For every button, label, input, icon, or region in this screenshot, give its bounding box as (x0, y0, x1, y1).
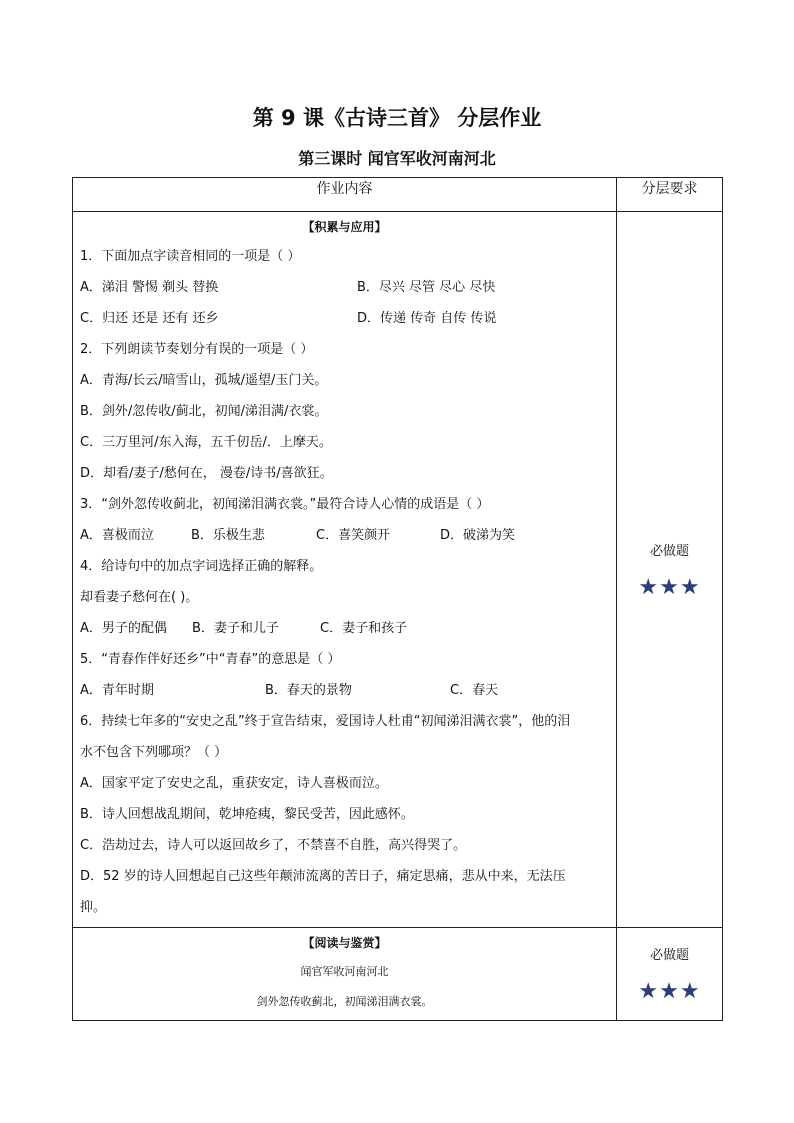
section-reading-row (73, 928, 723, 1021)
section-accumulation-requirement (617, 212, 723, 928)
poem-title: 闻官军收河南河北 (300, 965, 389, 978)
header-requirement: 分层要求 (617, 178, 723, 212)
section-accumulation-row (73, 212, 723, 928)
star-rating-icon: ★★★ (638, 979, 701, 1004)
question-6: 6．持续七年多的“安史之乱”终于宣告结束，爱国诗人杜甫“初闻涕泪满衣裳”，他的泪 (80, 714, 571, 729)
option-a: A．喜极而泣 (80, 528, 154, 543)
question-4: 4．给诗句中的加点字词选择正确的解释。 (80, 559, 323, 574)
table-header-row (73, 178, 723, 212)
option-b: B．剑外/忽传收/蓟北，初闻/涕泪满/衣裳。 (80, 404, 328, 419)
requirement-label: 必做题 (649, 948, 689, 963)
option-c: C．妻子和孩子 (320, 621, 408, 636)
option-a: A．青海/长云/暗雪山，孤城/遥望/玉门关。 (80, 373, 328, 388)
question-4-stem: 却看妻子愁何在( )。 (80, 590, 199, 605)
option-d: D．破涕为笑 (440, 528, 516, 543)
star-rating-icon: ★★★ (638, 574, 701, 600)
section-heading: 【阅读与鉴赏】 (302, 936, 387, 950)
option-b: B．尽兴 尽管 尽心 尽快 (357, 280, 496, 295)
option-c: C．浩劫过去，诗人可以返回故乡了，不禁喜不自胜，高兴得哭了。 (80, 838, 467, 853)
options-row (80, 303, 609, 334)
section-reading-content (73, 928, 617, 1021)
option-a: A．涕泪 警惕 剃头 替换 (80, 280, 219, 295)
option-b: B．乐极生悲 (191, 528, 265, 543)
options-row (80, 613, 609, 644)
requirement-label: 必做题 (649, 543, 689, 559)
option-b: B．诗人回想战乱期间，乾坤疮痍，黎民受苦，因此感怀。 (80, 807, 414, 822)
homework-table (72, 177, 723, 1021)
option-d: D．却看/妻子/愁何在， 漫卷/诗书/喜欲狂。 (80, 466, 333, 481)
page-title: 第 9 课《古诗三首》 分层作业 (252, 106, 542, 130)
poem-line: 剑外忽传收蓟北，初闻涕泪满衣裳。 (256, 995, 433, 1008)
question-5: 5．“青春作伴好还乡”中“青春”的意思是（ ） (80, 652, 341, 667)
option-b: B．妻子和儿子 (192, 621, 279, 636)
option-a: A．国家平定了安史之乱，重获安定，诗人喜极而泣。 (80, 776, 388, 791)
option-d-cont: 抑。 (80, 900, 107, 915)
section-accumulation-content (73, 212, 617, 928)
header-content: 作业内容 (73, 178, 617, 212)
option-c: C．三万里河/东入海，五千仞岳/．上摩天。 (80, 435, 332, 450)
page-subtitle: 第三课时 闻官军收河南河北 (298, 149, 496, 168)
option-a: A．男子的配偶 (80, 621, 167, 636)
question-3: 3．“剑外忽传收蓟北，初闻涕泪满衣裳。”最符合诗人心情的成语是（ ） (80, 497, 490, 512)
option-d: D．传递 传奇 自传 传说 (357, 311, 497, 326)
option-c: C．春天 (450, 683, 499, 698)
question-2: 2．下列朗读节奏划分有误的一项是（ ） (80, 342, 314, 357)
options-row (80, 520, 609, 551)
options-row (80, 675, 609, 706)
option-c: C．喜笑颜开 (316, 528, 391, 543)
option-d: D．52 岁的诗人回想起自己这些年颠沛流离的苦日子，痛定思痛，悲从中来，无法压 (80, 869, 566, 884)
option-a: A．青年时期 (80, 683, 154, 698)
options-row (80, 272, 609, 303)
option-c: C．归还 还是 还有 还乡 (80, 311, 219, 326)
question-1: 1．下面加点字读音相同的一项是（ ） (80, 249, 301, 264)
option-b: B．春天的景物 (265, 683, 352, 698)
section-reading-requirement (617, 928, 723, 1021)
question-6-cont: 水不包含下列哪项？（ ） (80, 745, 228, 760)
section-heading: 【积累与应用】 (302, 220, 387, 234)
